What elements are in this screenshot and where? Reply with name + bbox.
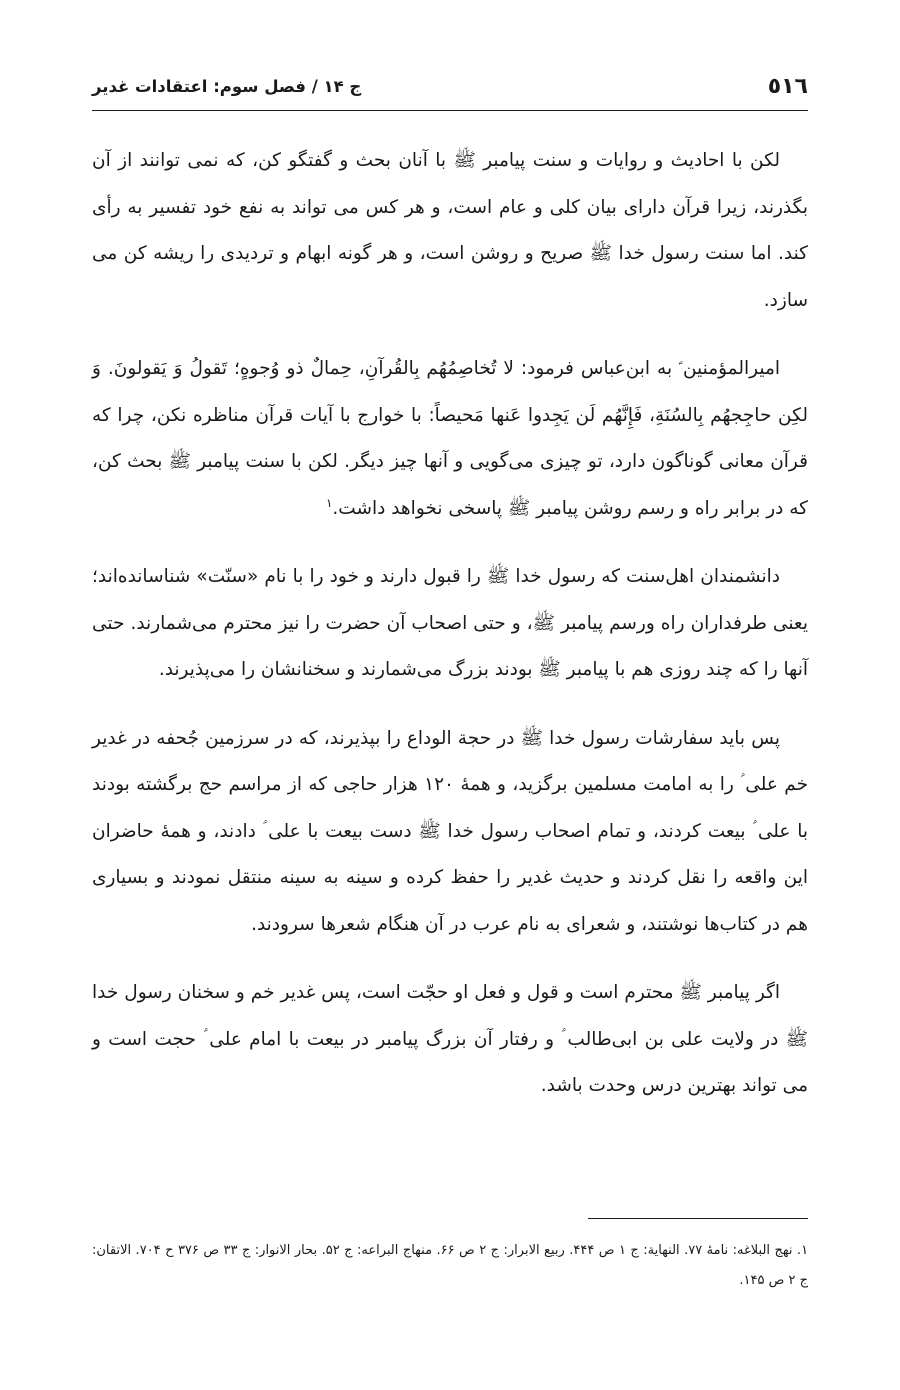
running-header [92,62,808,111]
paragraph: لکن با احادیث و روایات و سنت پیامبر ﷺ با آنان بحث و گفتگو کن، که نمی توانند از آن بگذرند، زیرا قرآن دارای بیان کلی و عام است، و هر کس می تواند به نفع خود تفسیر به رأی کند. اما سنت رسول خدا ﷺ صریح و روشن است، و هر گونه ابهام و تردیدی را ریشه کن می سازد. [92,150,808,311]
footnote-marker: ١ [325,495,333,510]
paragraph-text: امیرالمؤمنین ؑ به ابن‌عباس فرمود: لا تُخاصِمُهُم بِالقُرآنِ، حِمالٌ ذو وُجوهٍ؛ تَقولُ وَ يَقولونَ. وَ لكِن حاجِجهُم بِالسُنَةِ، فَإِنَّهُم لَن يَجِدوا عَنها مَحيصاً: با خوارج با آیات قرآن مناظره نکن، چرا که قرآن معانی گوناگون دارد، تو چیزی می‌گویی و آنها چیز دیگر. لکن با سنت پیامبر ﷺ بحث کن، که در برابر راه و رسم روشن پیامبر ﷺ پاسخی نخواهد داشت. [92,358,808,519]
paragraph: اگر پیامبر ﷺ محترم است و قول و فعل او حجّت است، پس غدیر خم و سخنان رسول خدا ﷺ در ولایت علی بن ابی‌طالب ؑ و رفتار آن بزرگ پیامبر در بیعت با امام علی ؑ حجت است و می تواند بهترین درس وحدت باشد. [92,982,808,1096]
chapter-title: ج ١۴ / فصل سوم: اعتقادات غدیر [92,76,362,96]
body-text [92,138,808,1110]
footnotes [92,1236,808,1296]
footnote-separator [588,1218,808,1219]
footnote: ١. نهج البلاغه: نامهٔ ٧٧. النهایة: ج ١ ص ۴۴۴. ربیع الابرار: ج ٢ ص ۶۶. منهاج البراعه: ج ۵٢. بحار الانوار: ج ٣٣ ص ٣٧۶ ح ٧٠۴. الاتقان: ج ٢ ص ١۴۵. [92,1243,809,1288]
paragraph: پس باید سفارشات رسول خدا ﷺ در حجة الوداع را بپذیرند، که در سرزمین جُحفه در غدیر خم علی ؑ را به امامت مسلمین برگزید، و همهٔ ۱۲۰ هزار حاجی که از مراسم حج برگشته بودند با علی ؑ بیعت کردند، و تمام اصحاب رسول خدا ﷺ دست بیعت با علی ؑ دادند، و همهٔ حاضران این واقعه را نقل کردند و حدیث غدیر را حفظ کرده و سینه به سینه منتقل نمودند و بسیاری هم در کتاب‌ها نوشتند، و شعرای به نام عرب در آن هنگام شعرها سرودند. [92,727,809,935]
paragraph: دانشمندان اهل‌سنت که رسول خدا ﷺ را قبول دارند و خود را با نام «سنّت» شناسانده‌اند؛ یعنی طرفداران راه ورسم پیامبر ﷺ، و حتی اصحاب آن حضرت را نیز محترم می‌شمارند. حتی آنها را که چند روزی هم با پیامبر ﷺ بودند بزرگ می‌شمارند و سخنانشان را می‌پذیرند. [92,566,808,680]
paragraph-with-footnote [92,346,808,532]
page-number: ٥١٦ [767,73,808,99]
